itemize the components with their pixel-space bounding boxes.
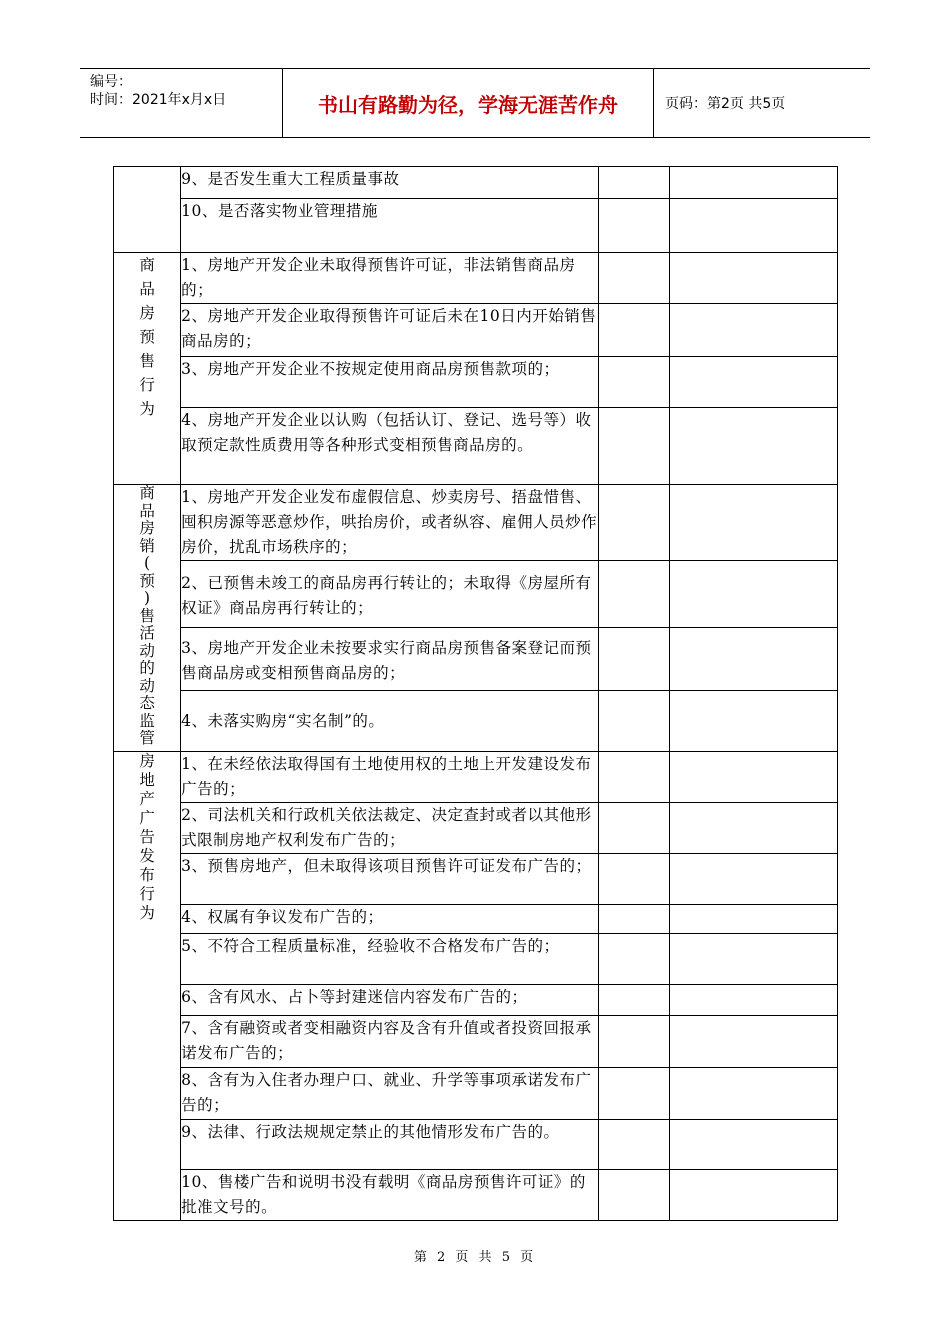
remark-cell[interactable] <box>669 691 838 752</box>
page-footer: 第 2 页 共 5 页 <box>413 1250 537 1265</box>
result-cell[interactable] <box>599 485 669 561</box>
table-row <box>114 1170 838 1221</box>
number-label: 编号： <box>90 74 132 90</box>
table-row <box>114 691 838 752</box>
result-cell[interactable] <box>599 357 669 408</box>
result-cell[interactable] <box>599 304 669 357</box>
category-presale <box>114 253 181 485</box>
item-cell: 10、售楼广告和说明书没有载明《商品房预售许可证》的批准文号的。 <box>181 1170 599 1221</box>
table-row <box>114 357 838 408</box>
result-cell[interactable] <box>599 408 669 485</box>
remark-cell[interactable] <box>669 854 838 905</box>
table-row <box>114 752 838 803</box>
remark-cell[interactable] <box>669 253 838 304</box>
item-cell: 1、在未经依法取得国有土地使用权的土地上开发建设发布广告的； <box>181 752 599 803</box>
remark-cell[interactable] <box>669 934 838 985</box>
result-cell[interactable] <box>599 1016 669 1068</box>
item-cell: 9、是否发生重大工程质量事故 <box>181 167 599 199</box>
category-dynamic-supervision <box>114 485 181 752</box>
item-cell: 2、司法机关和行政机关依法裁定、决定查封或者以其他形式限制房地产权利发布广告的； <box>181 803 599 854</box>
remark-cell[interactable] <box>669 1120 838 1170</box>
category-label: 房 地 产 广 告 发 布 行 为 <box>139 752 155 922</box>
item-cell: 10、是否落实物业管理措施 <box>181 199 599 253</box>
result-cell[interactable] <box>599 561 669 628</box>
result-cell[interactable] <box>599 167 669 199</box>
table-row <box>114 628 838 691</box>
remark-cell[interactable] <box>669 304 838 357</box>
header-page-label: 页码：第2页 共5页 <box>665 96 786 112</box>
table-row <box>114 985 838 1016</box>
table-row <box>114 253 838 304</box>
table-row <box>114 485 838 561</box>
inspection-table <box>113 166 838 1221</box>
result-cell[interactable] <box>599 691 669 752</box>
remark-cell[interactable] <box>669 1170 838 1221</box>
header-motto: 书山有路勤为径，学海无涯苦作舟 <box>283 69 654 137</box>
result-cell[interactable] <box>599 253 669 304</box>
remark-cell[interactable] <box>669 485 838 561</box>
category-advertising <box>114 752 181 1221</box>
item-cell: 2、已预售未竣工的商品房再行转让的；未取得《房屋所有权证》商品房再行转让的； <box>181 561 599 628</box>
item-cell: 2、房地产开发企业取得预售许可证后未在10日内开始销售商品房的； <box>181 304 599 357</box>
result-cell[interactable] <box>599 934 669 985</box>
category-label: 商 品 房 预 售 行 为 <box>139 256 155 418</box>
result-cell[interactable] <box>599 628 669 691</box>
item-cell: 1、房地产开发企业发布虚假信息、炒卖房号、捂盘惜售、囤积房源等恶意炒作，哄抬房价，或者纵容、雇佣人员炒作房价，扰乱市场秩序的； <box>181 485 599 561</box>
item-cell: 5、不符合工程质量标准，经验收不合格发布广告的； <box>181 934 599 985</box>
item-cell: 3、房地产开发企业未按要求实行商品房预售备案登记而预售商品房或变相预售商品房的； <box>181 628 599 691</box>
remark-cell[interactable] <box>669 408 838 485</box>
item-cell: 3、预售房地产，但未取得该项目预售许可证发布广告的； <box>181 854 599 905</box>
table-row <box>114 1016 838 1068</box>
result-cell[interactable] <box>599 752 669 803</box>
table-row <box>114 167 838 199</box>
result-cell[interactable] <box>599 803 669 854</box>
table-row <box>114 905 838 934</box>
table-row <box>114 803 838 854</box>
result-cell[interactable] <box>599 1120 669 1170</box>
result-cell[interactable] <box>599 905 669 934</box>
table-row <box>114 304 838 357</box>
remark-cell[interactable] <box>669 561 838 628</box>
item-cell: 1、房地产开发企业未取得预售许可证，非法销售商品房的； <box>181 253 599 304</box>
category-label: 商 品 房 销 ( 预 ) 售 活 动 的 动 态 监 管 <box>139 484 155 747</box>
table-row <box>114 561 838 628</box>
table-row <box>114 199 838 253</box>
remark-cell[interactable] <box>669 357 838 408</box>
result-cell[interactable] <box>599 1170 669 1221</box>
page-header <box>80 68 870 138</box>
item-cell: 7、含有融资或者变相融资内容及含有升值或者投资回报承诺发布广告的； <box>181 1016 599 1068</box>
item-cell: 8、含有为入住者办理户口、就业、升学等事项承诺发布广告的； <box>181 1068 599 1120</box>
time-label: 时间：2021年x月x日 <box>90 92 227 108</box>
remark-cell[interactable] <box>669 905 838 934</box>
remark-cell[interactable] <box>669 1016 838 1068</box>
result-cell[interactable] <box>599 985 669 1016</box>
table-row <box>114 1068 838 1120</box>
category-cell-empty <box>114 167 181 253</box>
item-cell: 4、权属有争议发布广告的； <box>181 905 599 934</box>
remark-cell[interactable] <box>669 628 838 691</box>
item-cell: 4、房地产开发企业以认购（包括认订、登记、选号等）收取预定款性质费用等各种形式变相预售商品房的。 <box>181 408 599 485</box>
table-row <box>114 408 838 485</box>
item-cell: 9、法律、行政法规规定禁止的其他情形发布广告的。 <box>181 1120 599 1170</box>
item-cell: 4、未落实购房“实名制”的。 <box>181 691 599 752</box>
item-cell: 3、房地产开发企业不按规定使用商品房预售款项的； <box>181 357 599 408</box>
result-cell[interactable] <box>599 1068 669 1120</box>
header-meta <box>80 69 283 137</box>
remark-cell[interactable] <box>669 1068 838 1120</box>
result-cell[interactable] <box>599 199 669 253</box>
remark-cell[interactable] <box>669 167 838 199</box>
result-cell[interactable] <box>599 854 669 905</box>
table-row <box>114 1120 838 1170</box>
remark-cell[interactable] <box>669 199 838 253</box>
remark-cell[interactable] <box>669 985 838 1016</box>
table-row <box>114 934 838 985</box>
item-cell: 6、含有风水、占卜等封建迷信内容发布广告的； <box>181 985 599 1016</box>
remark-cell[interactable] <box>669 752 838 803</box>
remark-cell[interactable] <box>669 803 838 854</box>
table-row <box>114 854 838 905</box>
